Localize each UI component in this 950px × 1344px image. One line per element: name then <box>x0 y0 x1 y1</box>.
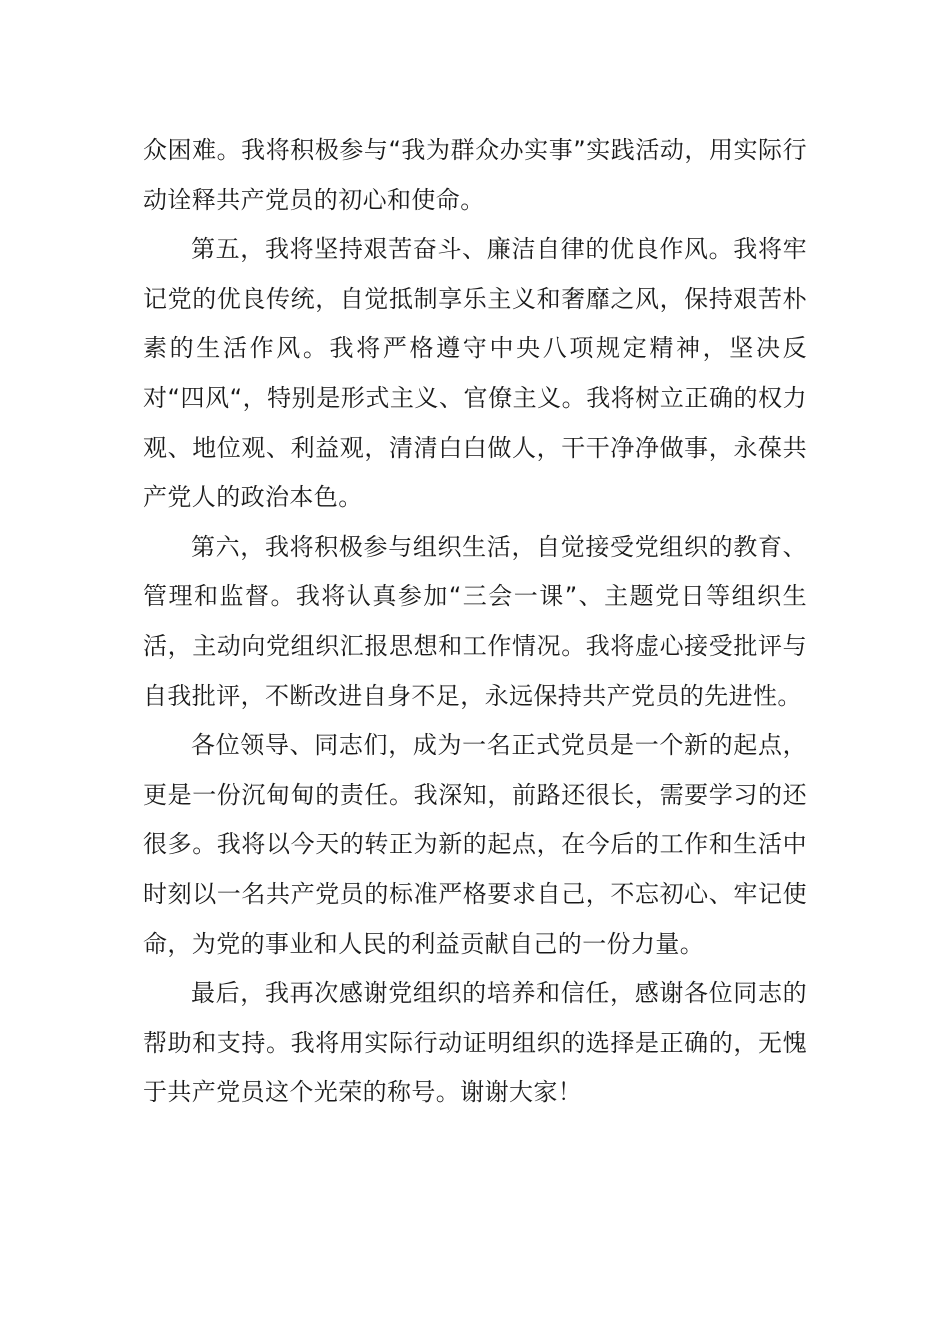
paragraph-continuation: 众困难。我将积极参与“我为群众办实事”实践活动，用实际行动诠释共产党员的初心和使命。 <box>143 136 807 214</box>
paragraph-address: 各位领导、同志们，成为一名正式党员是一个新的起点，更是一份沉甸甸的责任。我深知，前路还很长，需要学习的还很多。我将以今天的转正为新的起点，在今后的工作和生活中时刻以一名共产党员的标准严格要求自己，不忘初心、牢记使命，为党的事业和人民的利益贡献自己的一份力量。 <box>143 731 807 958</box>
paragraph-sixth-point: 第六，我将积极参与组织生活，自觉接受党组织的教育、管理和监督。我将认真参加“三会一课”、主题党日等组织生活，主动向党组织汇报思想和工作情况。我将虚心接受批评与自我批评，不断改进自身不足，永远保持共产党员的先进性。 <box>143 532 807 710</box>
paragraph-closing: 最后，我再次感谢党组织的培养和信任，感谢各位同志的帮助和支持。我将用实际行动证明组织的选择是正确的，无愧于共产党员这个光荣的称号。谢谢大家！ <box>143 979 807 1107</box>
document-body <box>143 126 807 1118</box>
paragraph-fifth-point: 第五，我将坚持艰苦奋斗、廉洁自律的优良作风。我将牢记党的优良传统，自觉抵制享乐主义和奢靡之风，保持艰苦朴素的生活作风。我将严格遵守中央八项规定精神，坚决反对“四风“，特别是形式主义、官僚主义。我将树立正确的权力观、地位观、利益观，清清白白做人，干干净净做事，永葆共产党人的政治本色。 <box>143 235 807 512</box>
